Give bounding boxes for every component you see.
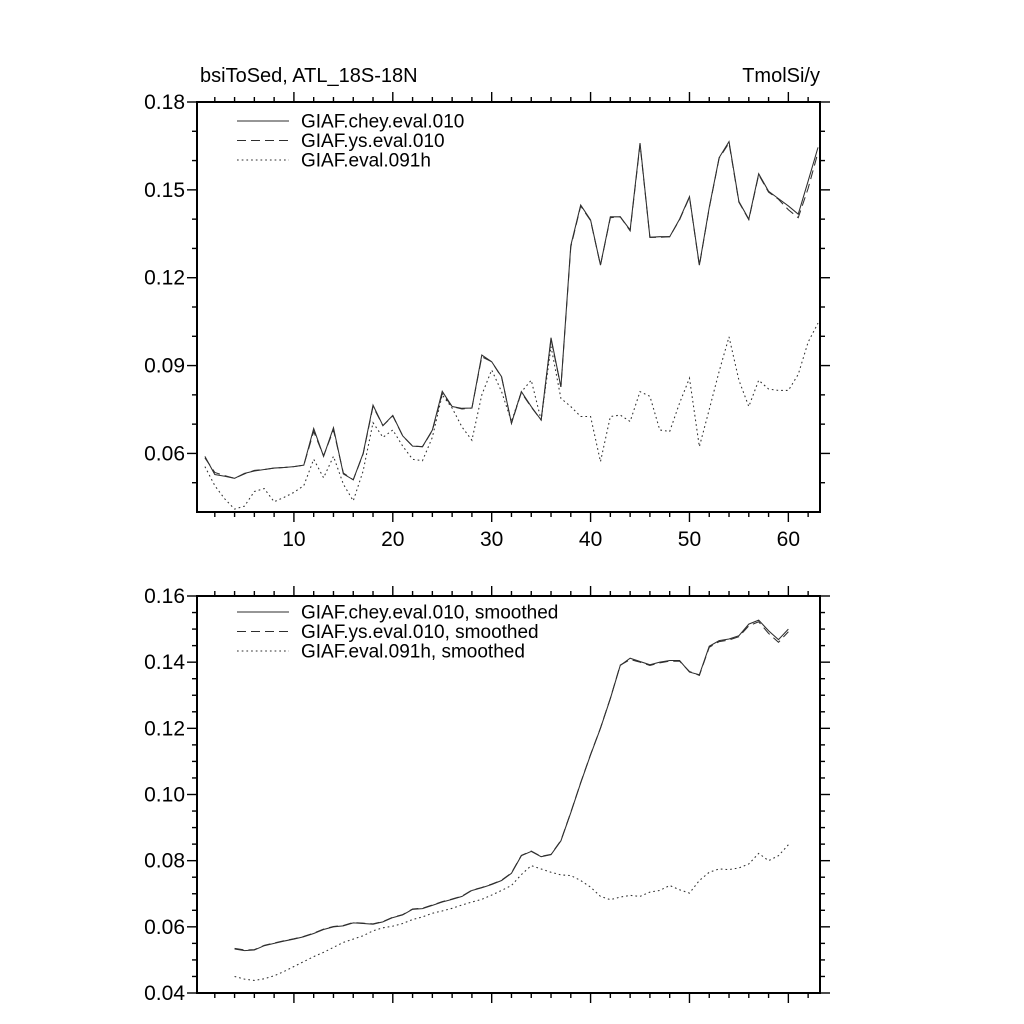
legend-label: GIAF.chey.eval.010 [301, 111, 465, 133]
y-tick-label: 0.06 [144, 915, 185, 939]
y-tick-label: 0.10 [144, 783, 185, 807]
legend-label: GIAF.ys.eval.010, smoothed [301, 622, 539, 643]
x-tick-label: 20 [381, 528, 405, 551]
y-tick-label: 0.04 [144, 982, 185, 1005]
x-tick-label: 10 [282, 528, 306, 551]
top-chart-units-label: TmolSi/y [742, 65, 820, 87]
y-tick-label: 0.15 [144, 178, 185, 202]
top-chart-title: bsiToSed, ATL_18S-18N [200, 65, 418, 87]
legend-label: GIAF.chey.eval.010, smoothed [301, 602, 559, 624]
legend-label: GIAF.eval.091h, smoothed [301, 641, 525, 663]
y-tick-label: 0.16 [144, 585, 185, 608]
x-tick-label: 40 [578, 528, 603, 551]
x-tick-label: 30 [480, 528, 504, 551]
x-tick-label: 60 [776, 528, 801, 551]
x-tick-label: 50 [677, 528, 702, 551]
y-tick-label: 0.14 [144, 651, 185, 675]
y-tick-label: 0.08 [144, 849, 185, 873]
legend-label: GIAF.ys.eval.010 [301, 131, 445, 152]
y-tick-label: 0.12 [144, 266, 185, 290]
y-tick-label: 0.06 [144, 442, 185, 466]
y-tick-label: 0.18 [144, 91, 185, 114]
y-tick-label: 0.09 [144, 354, 185, 378]
y-tick-label: 0.12 [144, 717, 185, 741]
legend-label: GIAF.eval.091h [301, 150, 431, 172]
